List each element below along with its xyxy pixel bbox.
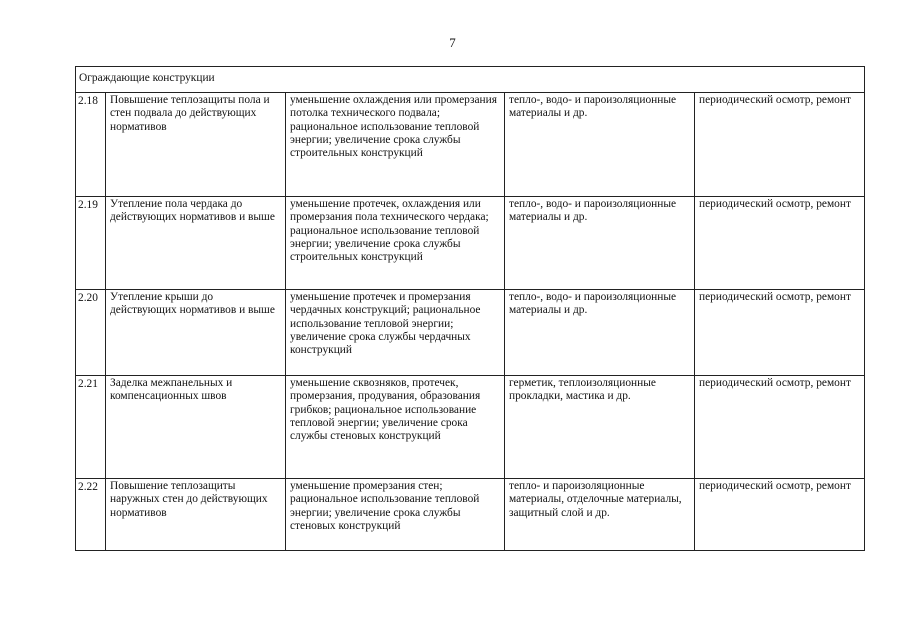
row-number: 2.21	[76, 376, 106, 479]
section-header-row	[76, 67, 865, 93]
measure-name: Повышение теплозащиты пола и стен подвала до действующих нормативов	[106, 93, 286, 197]
measure-control: периодический осмотр, ремонт	[695, 376, 865, 479]
measure-name: Заделка межпанельных и компенсационных швов	[106, 376, 286, 479]
table-row	[76, 290, 865, 376]
measure-control: периодический осмотр, ремонт	[695, 93, 865, 197]
measure-materials: тепло-, водо- и пароизоляционные материалы и др.	[505, 93, 695, 197]
table-row	[76, 93, 865, 197]
table-row	[76, 479, 865, 551]
table-row	[76, 376, 865, 479]
row-number: 2.20	[76, 290, 106, 376]
measure-name: Утепление пола чердака до действующих нормативов и выше	[106, 197, 286, 290]
measure-control: периодический осмотр, ремонт	[695, 197, 865, 290]
measure-effect: уменьшение протечек и промерзания чердачных конструкций; рациональное использование тепловой энергии; увеличение срока службы чердачных конструкций	[286, 290, 505, 376]
measure-effect: уменьшение промерзания стен; рациональное использование тепловой энергии; увеличение срока службы стеновых конструкций	[286, 479, 505, 551]
measures-table	[75, 66, 865, 551]
measure-materials: тепло-, водо- и пароизоляционные материалы и др.	[505, 197, 695, 290]
section-title: Ограждающие конструкции	[76, 67, 865, 93]
row-number: 2.18	[76, 93, 106, 197]
row-number: 2.22	[76, 479, 106, 551]
row-number: 2.19	[76, 197, 106, 290]
measure-name: Утепление крыши до действующих нормативов и выше	[106, 290, 286, 376]
measure-name: Повышение теплозащиты наружных стен до действующих нормативов	[106, 479, 286, 551]
measure-control: периодический осмотр, ремонт	[695, 479, 865, 551]
measure-effect: уменьшение сквозняков, протечек, промерзания, продувания, образования грибков; рациональное использование тепловой энергии; увеличение срока службы стеновых конструкций	[286, 376, 505, 479]
measure-control: периодический осмотр, ремонт	[695, 290, 865, 376]
table-row	[76, 197, 865, 290]
page-number: 7	[449, 35, 456, 50]
measure-effect: уменьшение протечек, охлаждения или промерзания пола технического чердака; рациональное использование тепловой энергии; увеличение срока службы строительных конструкций	[286, 197, 505, 290]
measure-materials: герметик, теплоизоляционные прокладки, мастика и др.	[505, 376, 695, 479]
measure-effect: уменьшение охлаждения или промерзания потолка технического подвала; рациональное использование тепловой энергии; увеличение срока службы строительных конструкций	[286, 93, 505, 197]
measure-materials: тепло-, водо- и пароизоляционные материалы и др.	[505, 290, 695, 376]
measure-materials: тепло- и пароизоляционные материалы, отделочные материалы, защитный слой и др.	[505, 479, 695, 551]
